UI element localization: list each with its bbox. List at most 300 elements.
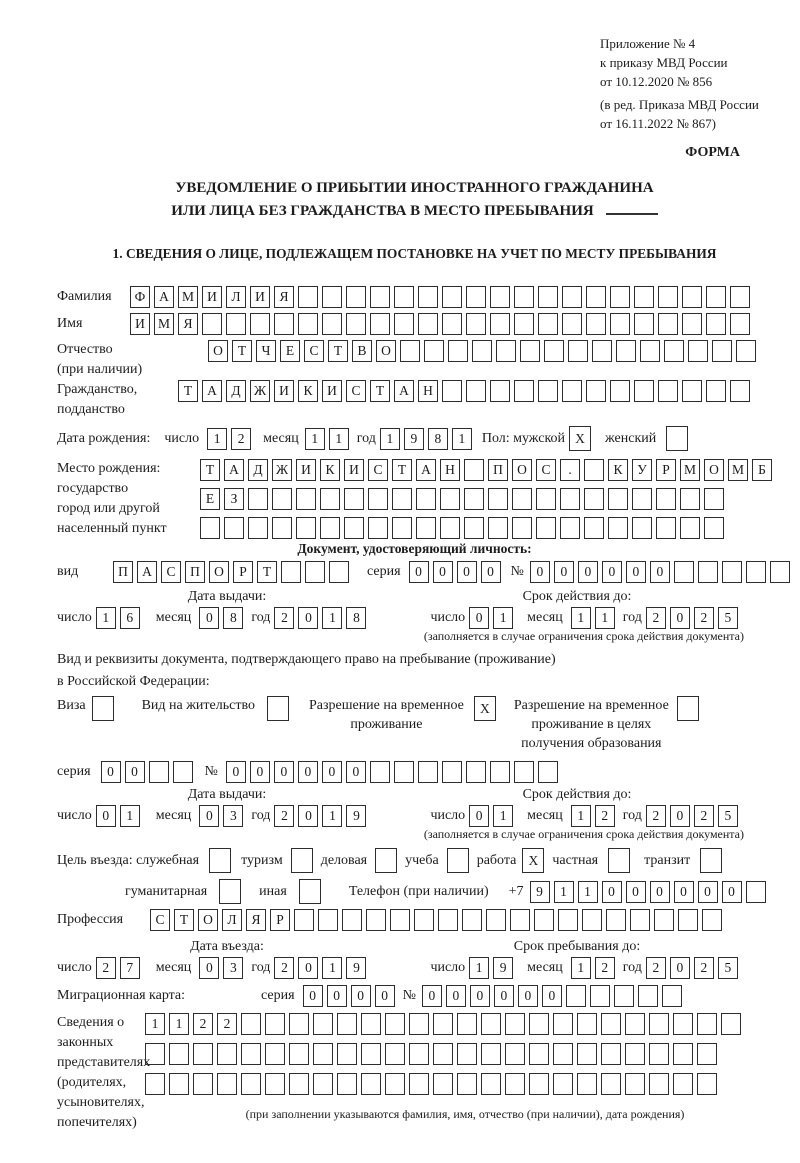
char-cell[interactable]: Д (248, 459, 268, 481)
char-cell[interactable] (433, 1073, 453, 1095)
char-cell[interactable] (248, 517, 268, 539)
char-cell[interactable]: И (274, 380, 294, 402)
char-cell[interactable] (582, 909, 602, 931)
char-cell[interactable]: 9 (346, 957, 366, 979)
char-cell[interactable] (514, 313, 534, 335)
char-cell[interactable]: 8 (346, 607, 366, 629)
char-cell[interactable]: И (344, 459, 364, 481)
char-cell[interactable] (586, 313, 606, 335)
char-cell[interactable] (538, 286, 558, 308)
citizenship-cells[interactable] (178, 380, 754, 402)
char-cell[interactable] (313, 1013, 333, 1035)
char-cell[interactable]: 2 (595, 805, 615, 827)
char-cell[interactable]: 0 (199, 957, 219, 979)
char-cell[interactable]: Р (656, 459, 676, 481)
char-cell[interactable]: Я (178, 313, 198, 335)
char-cell[interactable]: О (208, 340, 228, 362)
char-cell[interactable]: 0 (409, 561, 429, 583)
char-cell[interactable] (704, 488, 724, 510)
char-cell[interactable]: 0 (250, 761, 270, 783)
char-cell[interactable] (658, 313, 678, 335)
char-cell[interactable] (329, 561, 349, 583)
char-cell[interactable] (496, 340, 516, 362)
char-cell[interactable] (442, 286, 462, 308)
char-cell[interactable] (656, 517, 676, 539)
char-cell[interactable]: 6 (120, 607, 140, 629)
char-cell[interactable]: И (322, 380, 342, 402)
char-cell[interactable]: Т (328, 340, 348, 362)
char-cell[interactable] (385, 1013, 405, 1035)
char-cell[interactable] (630, 909, 650, 931)
char-cell[interactable]: С (536, 459, 556, 481)
char-cell[interactable] (472, 340, 492, 362)
char-cell[interactable] (274, 313, 294, 335)
char-cell[interactable]: 1 (595, 607, 615, 629)
char-cell[interactable] (361, 1013, 381, 1035)
char-cell[interactable] (409, 1043, 429, 1065)
profession-cells[interactable] (150, 909, 726, 931)
char-cell[interactable] (520, 340, 540, 362)
char-cell[interactable] (433, 1013, 453, 1035)
char-cell[interactable] (698, 561, 718, 583)
char-cell[interactable] (490, 380, 510, 402)
tourism-checkbox[interactable] (291, 848, 317, 873)
char-cell[interactable] (296, 517, 316, 539)
char-cell[interactable] (490, 286, 510, 308)
char-cell[interactable] (673, 1013, 693, 1035)
char-cell[interactable]: П (185, 561, 205, 583)
char-cell[interactable] (466, 313, 486, 335)
char-cell[interactable]: 0 (298, 957, 318, 979)
char-cell[interactable]: 0 (298, 761, 318, 783)
char-cell[interactable] (447, 848, 469, 873)
char-cell[interactable] (601, 1073, 621, 1095)
char-cell[interactable] (267, 696, 289, 721)
char-cell[interactable] (577, 1073, 597, 1095)
char-cell[interactable]: С (150, 909, 170, 931)
char-cell[interactable] (666, 426, 688, 451)
char-cell[interactable]: 0 (670, 805, 690, 827)
char-cell[interactable]: 2 (646, 805, 666, 827)
char-cell[interactable] (656, 488, 676, 510)
char-cell[interactable] (677, 696, 699, 721)
char-cell[interactable]: Т (174, 909, 194, 931)
char-cell[interactable] (682, 380, 702, 402)
residence-permit-checkbox[interactable] (267, 696, 293, 721)
guardians-cells-2[interactable] (145, 1043, 745, 1065)
char-cell[interactable] (318, 909, 338, 931)
char-cell[interactable] (169, 1043, 189, 1065)
char-cell[interactable]: 3 (223, 805, 243, 827)
char-cell[interactable]: Ч (256, 340, 276, 362)
char-cell[interactable] (649, 1043, 669, 1065)
char-cell[interactable]: 0 (298, 805, 318, 827)
char-cell[interactable] (512, 488, 532, 510)
birth-year-cells[interactable] (380, 428, 476, 450)
char-cell[interactable]: 0 (322, 761, 342, 783)
char-cell[interactable] (553, 1073, 573, 1095)
char-cell[interactable] (680, 517, 700, 539)
char-cell[interactable]: 1 (493, 805, 513, 827)
char-cell[interactable] (514, 286, 534, 308)
char-cell[interactable] (662, 985, 682, 1007)
char-cell[interactable] (400, 340, 420, 362)
char-cell[interactable] (614, 985, 634, 1007)
char-cell[interactable] (770, 561, 790, 583)
char-cell[interactable] (433, 1043, 453, 1065)
char-cell[interactable] (145, 1043, 165, 1065)
char-cell[interactable] (289, 1073, 309, 1095)
char-cell[interactable] (320, 517, 340, 539)
char-cell[interactable] (92, 696, 114, 721)
char-cell[interactable] (560, 488, 580, 510)
char-cell[interactable] (536, 517, 556, 539)
char-cell[interactable] (577, 1013, 597, 1035)
char-cell[interactable]: 0 (670, 607, 690, 629)
char-cell[interactable]: 0 (446, 985, 466, 1007)
char-cell[interactable] (368, 488, 388, 510)
char-cell[interactable] (608, 517, 628, 539)
stay-day-cells[interactable] (469, 957, 517, 979)
char-cell[interactable]: 1 (96, 607, 116, 629)
char-cell[interactable]: 0 (518, 985, 538, 1007)
doc-type-cells[interactable] (113, 561, 353, 583)
char-cell[interactable] (337, 1013, 357, 1035)
char-cell[interactable] (706, 313, 726, 335)
char-cell[interactable] (442, 380, 462, 402)
doc-issue-month-cells[interactable] (199, 607, 247, 629)
char-cell[interactable]: 1 (571, 957, 591, 979)
char-cell[interactable] (368, 517, 388, 539)
char-cell[interactable]: Е (280, 340, 300, 362)
char-cell[interactable] (313, 1073, 333, 1095)
char-cell[interactable] (610, 380, 630, 402)
char-cell[interactable]: О (198, 909, 218, 931)
char-cell[interactable] (145, 1073, 165, 1095)
char-cell[interactable] (392, 517, 412, 539)
permit-issue-day-cells[interactable] (96, 805, 144, 827)
char-cell[interactable] (700, 848, 722, 873)
char-cell[interactable] (584, 459, 604, 481)
char-cell[interactable]: О (704, 459, 724, 481)
char-cell[interactable]: 0 (351, 985, 371, 1007)
char-cell[interactable]: П (488, 459, 508, 481)
char-cell[interactable]: 0 (698, 881, 718, 903)
char-cell[interactable]: 1 (207, 428, 227, 450)
char-cell[interactable] (560, 517, 580, 539)
char-cell[interactable]: О (376, 340, 396, 362)
char-cell[interactable]: 1 (380, 428, 400, 450)
char-cell[interactable]: 9 (404, 428, 424, 450)
char-cell[interactable] (418, 761, 438, 783)
char-cell[interactable]: . (560, 459, 580, 481)
char-cell[interactable] (385, 1043, 405, 1065)
entry-month-cells[interactable] (199, 957, 247, 979)
char-cell[interactable] (457, 1013, 477, 1035)
char-cell[interactable] (416, 517, 436, 539)
char-cell[interactable] (514, 761, 534, 783)
char-cell[interactable] (632, 517, 652, 539)
study-checkbox[interactable] (447, 848, 473, 873)
visa-checkbox[interactable] (92, 696, 118, 721)
char-cell[interactable]: 1 (322, 957, 342, 979)
char-cell[interactable] (490, 313, 510, 335)
char-cell[interactable] (481, 1073, 501, 1095)
char-cell[interactable]: 0 (457, 561, 477, 583)
char-cell[interactable]: 1 (469, 957, 489, 979)
char-cell[interactable] (586, 286, 606, 308)
char-cell[interactable] (418, 313, 438, 335)
char-cell[interactable]: Е (200, 488, 220, 510)
char-cell[interactable]: 0 (530, 561, 550, 583)
char-cell[interactable] (534, 909, 554, 931)
char-cell[interactable]: М (154, 313, 174, 335)
char-cell[interactable] (712, 340, 732, 362)
doc-issue-year-cells[interactable] (274, 607, 370, 629)
char-cell[interactable]: Т (200, 459, 220, 481)
char-cell[interactable] (704, 517, 724, 539)
char-cell[interactable] (678, 909, 698, 931)
surname-cells[interactable] (130, 286, 754, 308)
char-cell[interactable]: 0 (650, 561, 670, 583)
char-cell[interactable] (193, 1043, 213, 1065)
char-cell[interactable] (584, 488, 604, 510)
char-cell[interactable] (566, 985, 586, 1007)
char-cell[interactable] (250, 313, 270, 335)
doc-series-cells[interactable] (409, 561, 505, 583)
char-cell[interactable] (440, 488, 460, 510)
char-cell[interactable] (320, 488, 340, 510)
char-cell[interactable] (568, 340, 588, 362)
char-cell[interactable]: 0 (199, 607, 219, 629)
char-cell[interactable]: 1 (571, 805, 591, 827)
char-cell[interactable]: 0 (481, 561, 501, 583)
char-cell[interactable]: А (394, 380, 414, 402)
char-cell[interactable]: 2 (193, 1013, 213, 1035)
char-cell[interactable] (634, 286, 654, 308)
char-cell[interactable] (272, 517, 292, 539)
char-cell[interactable]: 7 (120, 957, 140, 979)
char-cell[interactable] (674, 561, 694, 583)
char-cell[interactable]: 1 (145, 1013, 165, 1035)
char-cell[interactable] (298, 313, 318, 335)
char-cell[interactable] (544, 340, 564, 362)
char-cell[interactable] (658, 380, 678, 402)
char-cell[interactable] (697, 1043, 717, 1065)
char-cell[interactable]: 0 (542, 985, 562, 1007)
char-cell[interactable] (394, 286, 414, 308)
char-cell[interactable]: 2 (274, 607, 294, 629)
char-cell[interactable] (298, 286, 318, 308)
char-cell[interactable] (746, 881, 766, 903)
char-cell[interactable] (736, 340, 756, 362)
char-cell[interactable] (601, 1043, 621, 1065)
stay-month-cells[interactable] (571, 957, 619, 979)
char-cell[interactable]: Л (226, 286, 246, 308)
char-cell[interactable]: М (680, 459, 700, 481)
char-cell[interactable]: 2 (96, 957, 116, 979)
doc-issue-day-cells[interactable] (96, 607, 144, 629)
char-cell[interactable] (265, 1013, 285, 1035)
char-cell[interactable]: 2 (646, 957, 666, 979)
stay-year-cells[interactable] (646, 957, 742, 979)
char-cell[interactable]: X (522, 848, 544, 873)
official-checkbox[interactable] (209, 848, 235, 873)
char-cell[interactable] (442, 761, 462, 783)
char-cell[interactable]: С (346, 380, 366, 402)
char-cell[interactable]: 1 (329, 428, 349, 450)
char-cell[interactable]: 2 (694, 957, 714, 979)
doc-number-cells[interactable] (530, 561, 794, 583)
char-cell[interactable] (529, 1073, 549, 1095)
char-cell[interactable]: 5 (718, 805, 738, 827)
char-cell[interactable] (481, 1013, 501, 1035)
char-cell[interactable] (241, 1013, 261, 1035)
sex-female-checkbox[interactable] (666, 426, 692, 451)
char-cell[interactable]: 0 (722, 881, 742, 903)
char-cell[interactable] (610, 286, 630, 308)
char-cell[interactable] (562, 286, 582, 308)
mig-number-cells[interactable] (422, 985, 686, 1007)
char-cell[interactable] (625, 1013, 645, 1035)
char-cell[interactable] (305, 561, 325, 583)
char-cell[interactable]: 5 (718, 607, 738, 629)
private-checkbox[interactable] (608, 848, 634, 873)
char-cell[interactable] (149, 761, 169, 783)
char-cell[interactable]: 1 (493, 607, 513, 629)
char-cell[interactable] (291, 848, 313, 873)
char-cell[interactable] (608, 488, 628, 510)
char-cell[interactable] (294, 909, 314, 931)
char-cell[interactable] (440, 517, 460, 539)
char-cell[interactable] (562, 380, 582, 402)
work-checkbox[interactable] (522, 848, 548, 873)
char-cell[interactable]: С (161, 561, 181, 583)
birth-month-cells[interactable] (305, 428, 353, 450)
char-cell[interactable] (438, 909, 458, 931)
char-cell[interactable]: 1 (322, 607, 342, 629)
char-cell[interactable] (457, 1043, 477, 1065)
sex-male-checkbox[interactable] (569, 426, 595, 451)
char-cell[interactable] (697, 1013, 717, 1035)
char-cell[interactable]: 1 (169, 1013, 189, 1035)
permit-valid-month-cells[interactable] (571, 805, 619, 827)
char-cell[interactable]: Б (752, 459, 772, 481)
char-cell[interactable] (217, 1043, 237, 1065)
char-cell[interactable] (464, 488, 484, 510)
char-cell[interactable]: 8 (223, 607, 243, 629)
birth-place-cells-1[interactable] (200, 459, 776, 481)
char-cell[interactable]: 0 (469, 607, 489, 629)
char-cell[interactable] (346, 313, 366, 335)
char-cell[interactable]: 0 (96, 805, 116, 827)
char-cell[interactable] (409, 1013, 429, 1035)
permit-issue-year-cells[interactable] (274, 805, 370, 827)
char-cell[interactable] (241, 1073, 261, 1095)
char-cell[interactable] (706, 286, 726, 308)
char-cell[interactable] (486, 909, 506, 931)
char-cell[interactable]: А (202, 380, 222, 402)
char-cell[interactable]: 0 (422, 985, 442, 1007)
char-cell[interactable] (481, 1043, 501, 1065)
char-cell[interactable] (370, 761, 390, 783)
char-cell[interactable]: Н (440, 459, 460, 481)
char-cell[interactable]: А (416, 459, 436, 481)
char-cell[interactable]: П (113, 561, 133, 583)
char-cell[interactable]: К (608, 459, 628, 481)
char-cell[interactable] (688, 340, 708, 362)
char-cell[interactable] (409, 1073, 429, 1095)
char-cell[interactable] (366, 909, 386, 931)
char-cell[interactable] (673, 1073, 693, 1095)
char-cell[interactable]: 2 (274, 957, 294, 979)
char-cell[interactable] (281, 561, 301, 583)
char-cell[interactable] (632, 488, 652, 510)
char-cell[interactable]: Т (178, 380, 198, 402)
char-cell[interactable]: 0 (226, 761, 246, 783)
char-cell[interactable]: 0 (494, 985, 514, 1007)
char-cell[interactable] (649, 1073, 669, 1095)
char-cell[interactable]: Я (274, 286, 294, 308)
char-cell[interactable]: 2 (274, 805, 294, 827)
char-cell[interactable] (746, 561, 766, 583)
char-cell[interactable]: 2 (646, 607, 666, 629)
char-cell[interactable]: 0 (469, 805, 489, 827)
char-cell[interactable]: 0 (470, 985, 490, 1007)
char-cell[interactable] (664, 340, 684, 362)
char-cell[interactable]: К (298, 380, 318, 402)
char-cell[interactable] (466, 761, 486, 783)
char-cell[interactable] (505, 1013, 525, 1035)
char-cell[interactable]: 9 (530, 881, 550, 903)
char-cell[interactable]: К (320, 459, 340, 481)
temp-permit-checkbox[interactable] (474, 696, 500, 721)
char-cell[interactable] (721, 1013, 741, 1035)
char-cell[interactable]: И (202, 286, 222, 308)
char-cell[interactable]: 0 (375, 985, 395, 1007)
char-cell[interactable]: Ж (250, 380, 270, 402)
birth-place-cells-2[interactable] (200, 488, 776, 510)
patronymic-cells[interactable] (208, 340, 760, 362)
char-cell[interactable]: О (209, 561, 229, 583)
char-cell[interactable]: 1 (571, 607, 591, 629)
char-cell[interactable] (608, 848, 630, 873)
char-cell[interactable] (299, 879, 321, 904)
doc-valid-month-cells[interactable] (571, 607, 619, 629)
permit-issue-month-cells[interactable] (199, 805, 247, 827)
char-cell[interactable] (385, 1073, 405, 1095)
char-cell[interactable] (610, 313, 630, 335)
doc-valid-day-cells[interactable] (469, 607, 517, 629)
char-cell[interactable] (730, 380, 750, 402)
char-cell[interactable] (464, 459, 484, 481)
edu-permit-checkbox[interactable] (677, 696, 703, 721)
char-cell[interactable]: А (137, 561, 157, 583)
phone-cells[interactable] (530, 881, 770, 903)
char-cell[interactable]: 0 (101, 761, 121, 783)
char-cell[interactable]: X (474, 696, 496, 721)
char-cell[interactable]: 0 (346, 761, 366, 783)
char-cell[interactable] (488, 488, 508, 510)
char-cell[interactable] (488, 517, 508, 539)
char-cell[interactable] (697, 1073, 717, 1095)
other-checkbox[interactable] (299, 879, 325, 904)
char-cell[interactable] (289, 1013, 309, 1035)
char-cell[interactable] (226, 313, 246, 335)
char-cell[interactable]: 0 (626, 881, 646, 903)
char-cell[interactable]: X (569, 426, 591, 451)
char-cell[interactable] (370, 313, 390, 335)
